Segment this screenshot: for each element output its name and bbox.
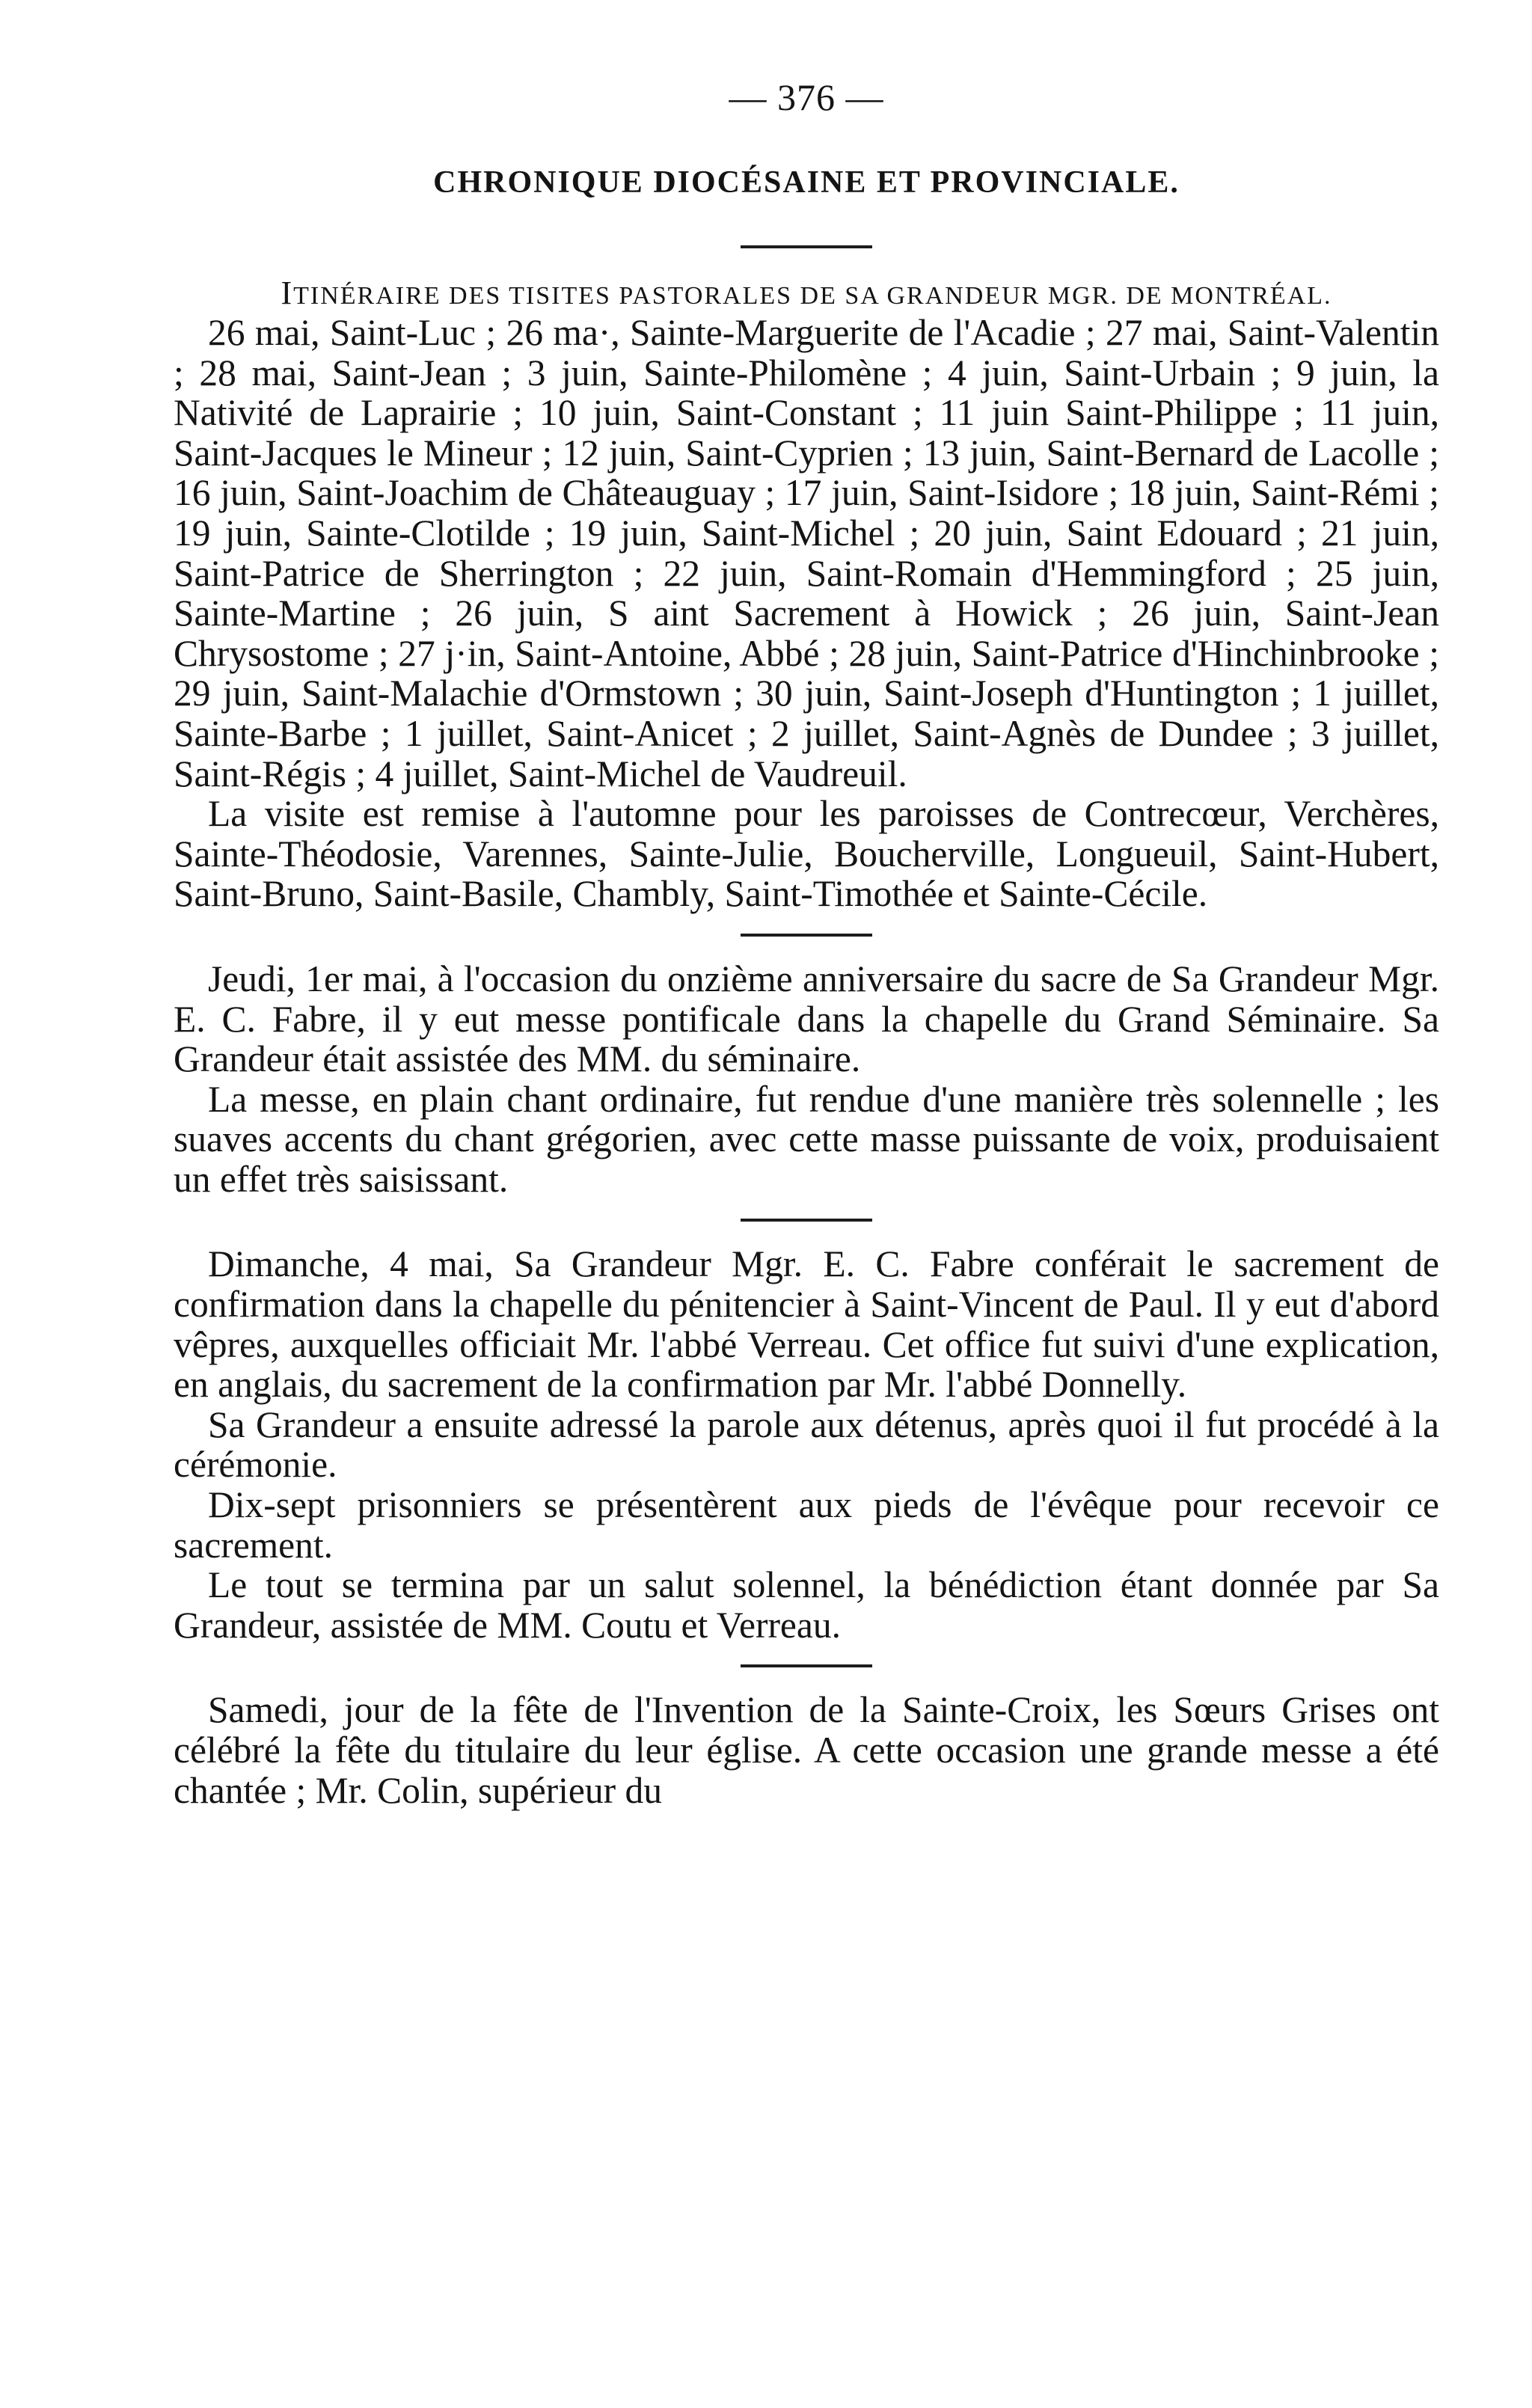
document-page (174, 75, 1439, 1810)
mass-paragraph: La messe, en plain chant ordinaire, fut rendue d'une manière très solennelle ; les suaves accents du chant grégorien, avec cette masse puissante de voix, produisaient un effet très saisissant. (174, 1078, 1439, 1200)
section-divider (741, 245, 872, 248)
address-paragraph: Sa Grandeur a ensuite adressé la parole aux détenus, après quoi il fut procédé à la cérémonie. (174, 1403, 1439, 1486)
itinerary-heading (174, 277, 1439, 313)
prisoners-paragraph: Dix-sept prisonniers se présentèrent aux pieds de l'évêque pour recevoir ce sacrement. (174, 1484, 1439, 1566)
confirmation-paragraph: Dimanche, 4 mai, Sa Grandeur Mgr. E. C. Fabre conférait le sacrement de confirmation dans la chapelle du pénitencier à Saint-Vincent de Paul. Il y eut d'abord vêpres, auxquelles officiait Mr. l'abbé Verreau. Cet office fut suivi d'une explication, en anglais, du sacrement de la confirmation par Mr. l'abbé Donnelly. (174, 1243, 1439, 1406)
itinerary-paragraph: 26 mai, Saint-Luc ; 26 ma·, Sainte-Marguerite de l'Acadie ; 27 mai, Saint-Valentin ; 28 mai, Saint-Jean ; 3 juin, Sainte-Philomène ; 4 juin, Saint-Urbain ; 9 juin, la Nativité de Laprairie ; 10 juin, Saint-Constant ; 11 juin Saint-Philippe ; 11 juin, Saint-Jacques le Mineur ; 12 juin, Saint-Cyprien ; 13 juin, Saint-Bernard de Lacolle ; 16 juin, Saint-Joachim de Châteauguay ; 17 juin, Saint-Isidore ; 18 juin, Saint-Rémi ; 19 juin, Sainte-Clotilde ; 19 juin, Saint-Michel ; 20 juin, Saint Edouard ; 21 juin, Saint-Patrice de Sherrington ; 22 juin, Saint-Romain d'Hemmingford ; 25 juin, Sainte-Martine ; 26 juin, S aint Sacrement à Howick ; 26 juin, Saint-Jean Chrysostome ; 27 j·in, Saint-Antoine, Abbé ; 28 juin, Saint-Patrice d'Hinchinbrooke ; 29 juin, Saint-Malachie d'Ormstown ; 30 juin, Saint-Joseph d'Huntington ; 1 juillet, Sainte-Barbe ; 1 juillet, Saint-Anicet ; 2 juillet, Saint-Agnès de Dundee ; 3 juillet, Saint-Régis ; 4 juillet, Saint-Michel de Vaudreuil. (174, 312, 1439, 794)
page-number: — 376 — (729, 76, 884, 118)
heading-initial: I (281, 275, 294, 311)
chronicle-title: CHRONIQUE DIOCÉSAINE ET PROVINCIALE. (433, 165, 1180, 200)
section-divider (741, 1664, 872, 1667)
section-divider (741, 934, 872, 937)
section-divider (741, 1219, 872, 1222)
postponed-visits-paragraph: La visite est remise à l'automne pour les paroisses de Contrecœur, Verchères, Sainte-Théodosie, Varennes, Sainte-Julie, Boucherville, Longueuil, Saint-Hubert, Saint-Bruno, Saint-Basile, Chambly, Saint-Timothée et Sainte-Cécile. (174, 793, 1439, 915)
anniversary-paragraph: Jeudi, 1er mai, à l'occasion du onzième anniversaire du sacre de Sa Grandeur Mgr. E. C. Fabre, il y eut messe pontificale dans la chapelle du Grand Séminaire. Sa Grandeur était assistée des MM. du séminaire. (174, 958, 1439, 1080)
heading-rest: TINÉRAIRE DES TISITES PASTORALES DE SA GRANDEUR MGR. DE MONTRÉAL. (293, 282, 1332, 310)
feast-paragraph: Samedi, jour de la fête de l'Invention de la Sainte-Croix, les Sœurs Grises ont célébré la fête du titulaire du leur église. A cette occasion une grande messe a été chantée ; Mr. Colin, supérieur du (174, 1689, 1439, 1811)
benediction-paragraph: Le tout se termina par un salut solennel, la bénédiction étant donnée par Sa Grandeur, assistée de MM. Coutu et Verreau. (174, 1564, 1439, 1646)
